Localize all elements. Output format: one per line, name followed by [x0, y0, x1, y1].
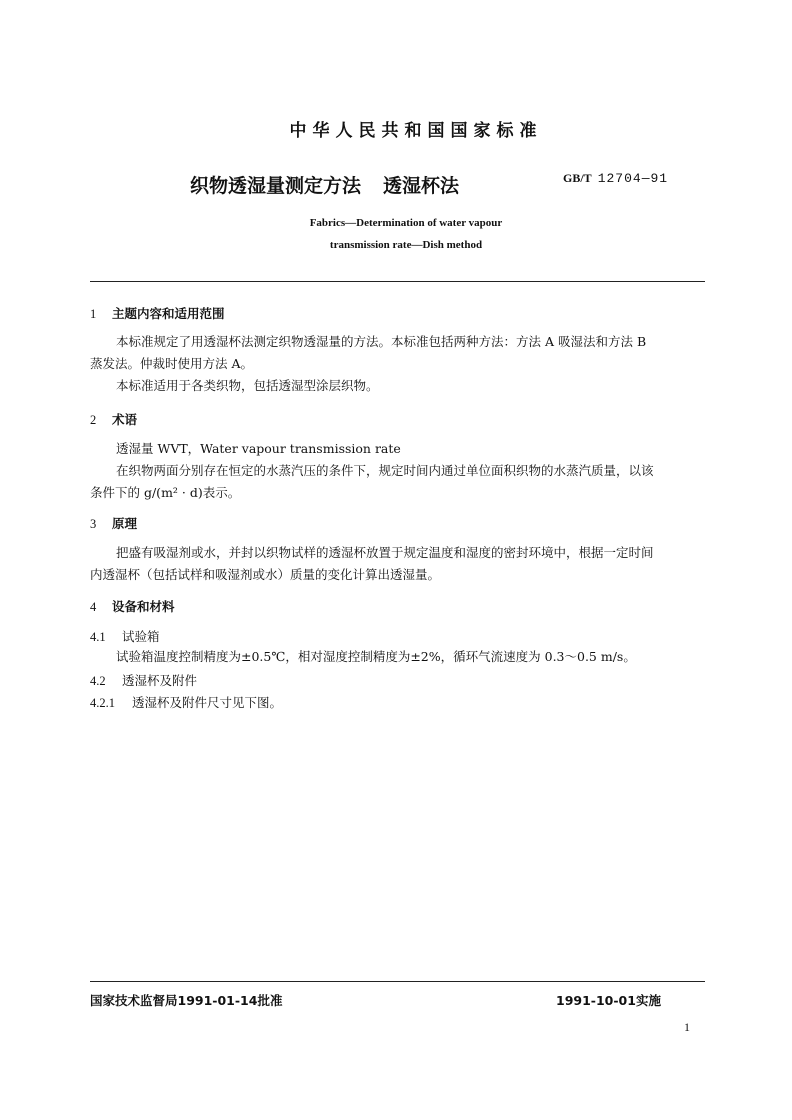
section-2-definition: 在织物两面分别存在恒定的水蒸汽压的条件下，规定时间内通过单位面积织物的水蒸汽质量，以该	[116, 463, 654, 478]
section-2-term: 透湿量 WVT，Water vapour transmission rate	[116, 441, 401, 456]
section-2-number: 2	[90, 413, 97, 427]
section-1-number: 1	[90, 307, 97, 321]
title-cn-part1: 织物透湿量测定方法	[190, 175, 362, 197]
section-1-para-1: 本标准规定了用透湿杯法测定织物透湿量的方法。本标准包括两种方法：方法 A 吸湿法和方法 B	[116, 334, 647, 349]
standard-type-heading: 中华人民共和国国家标准	[289, 121, 543, 141]
section-4-number: 4	[90, 600, 97, 614]
header-divider	[90, 281, 705, 282]
subsection-4-2-title: 透湿杯及附件	[122, 673, 198, 688]
section-1-title: 主题内容和适用范围	[112, 306, 225, 321]
title-en-line1: Fabrics—Determination of water vapour	[309, 217, 503, 229]
section-1-heading	[90, 304, 225, 322]
standard-code	[563, 171, 668, 186]
section-2-definition-cont: 条件下的 g/(m² · d)表示。	[90, 485, 241, 500]
subsection-4-2-1-heading	[90, 693, 282, 711]
subsection-4-2-heading	[90, 671, 197, 689]
standard-prefix: GB/T	[563, 171, 592, 185]
effective-date: 1991-10-01实施	[556, 993, 661, 1008]
subsection-4-1-text: 试验箱温度控制精度为±0.5℃，相对湿度控制精度为±2%，循环气流速度为 0.3～0.5 m/s。	[116, 649, 636, 664]
section-2-title: 术语	[112, 412, 138, 427]
subsection-4-1-title: 试验箱	[122, 629, 160, 644]
section-1-para-2: 本标准适用于各类织物，包括透湿型涂层织物。	[116, 378, 379, 393]
subsection-4-2-1-title: 透湿杯及附件尺寸见下图。	[132, 695, 283, 710]
section-3-para-cont: 内透湿杯（包括试样和吸湿剂或水）质量的变化计算出透湿量。	[90, 567, 441, 582]
section-1-para-1-cont: 蒸发法。仲裁时使用方法 A。	[90, 356, 254, 371]
standard-number: 12704—91	[597, 171, 669, 186]
subsection-4-2-1-number: 4.2.1	[90, 696, 115, 710]
page-number: 1	[684, 1020, 690, 1034]
section-3-title: 原理	[112, 516, 138, 531]
document-title-en	[0, 212, 792, 256]
footer-divider	[90, 981, 705, 982]
subsection-4-2-number: 4.2	[90, 674, 106, 688]
title-en-line2: transmission rate—Dish method	[329, 239, 483, 251]
section-3-number: 3	[90, 517, 97, 531]
subsection-4-1-heading	[90, 627, 160, 645]
approval-date: 国家技术监督局1991-01-14批准	[90, 993, 283, 1008]
section-4-title: 设备和材料	[112, 599, 175, 614]
section-4-heading	[90, 597, 175, 615]
subsection-4-1-number: 4.1	[90, 630, 106, 644]
document-title-cn	[190, 171, 459, 198]
section-3-para: 把盛有吸湿剂或水，并封以织物试样的透湿杯放置于规定温度和湿度的密封环境中，根据一定时间	[116, 545, 654, 560]
title-cn-part2: 透湿杯法	[383, 175, 460, 197]
section-3-heading	[90, 514, 137, 532]
section-2-heading	[90, 410, 137, 428]
